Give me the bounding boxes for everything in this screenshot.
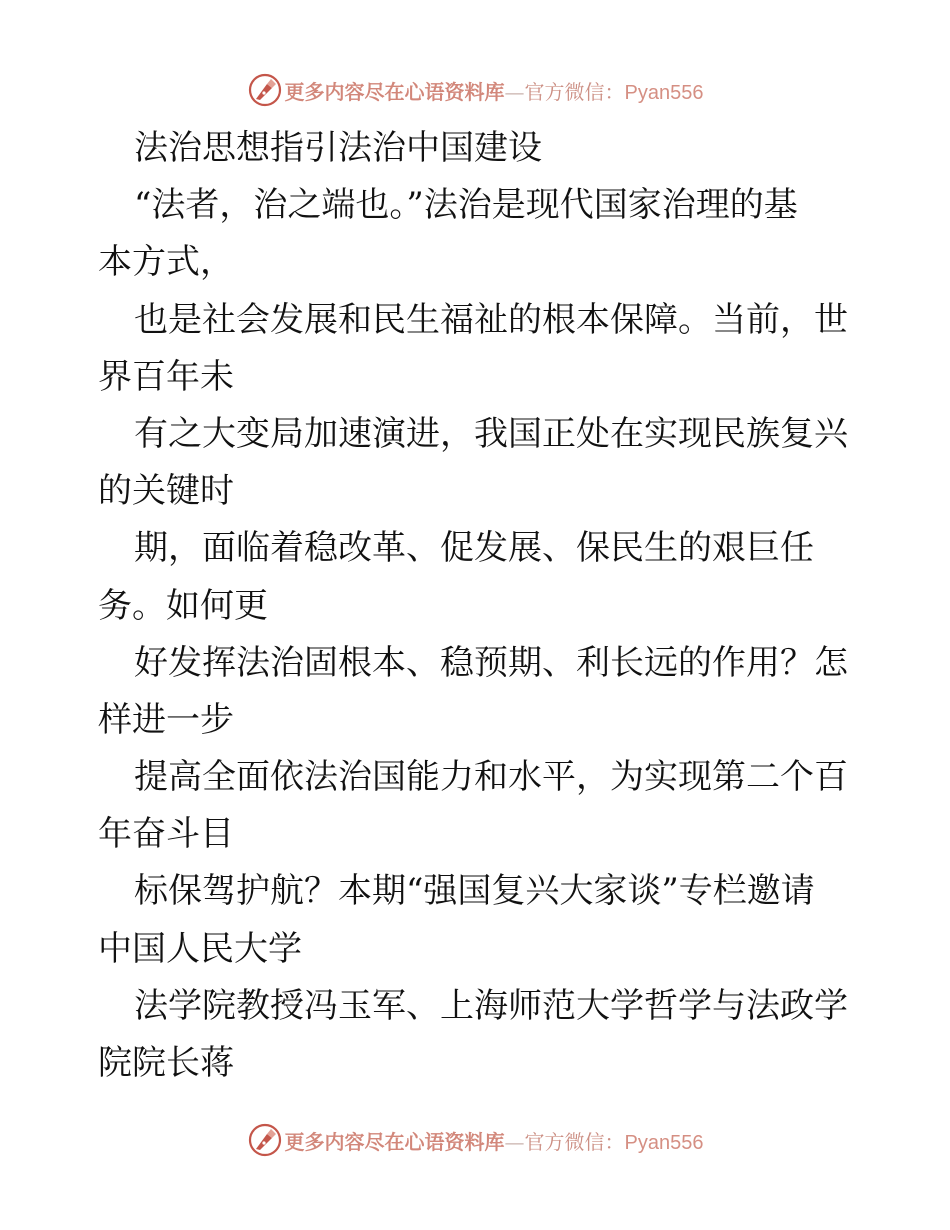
paragraph-line: 院院长蒋: [98, 1043, 234, 1083]
paragraph-line: “法者，治之端也。”法治是现代国家治理的基: [134, 185, 798, 226]
paragraph-line: 样进一步: [98, 699, 234, 740]
paragraph-line: 界百年未: [98, 356, 234, 397]
watermark-wechat-id: Pyan556: [624, 1131, 704, 1154]
paragraph-line: 提高全面依法治国能力和水平，为实现第二个百: [134, 757, 848, 798]
watermark-wechat-label: 官方微信：: [524, 1129, 625, 1154]
watermark-wechat-id: Pyan556: [624, 81, 704, 104]
header-watermark: [0, 70, 950, 110]
paragraph-line: 好发挥法治固根本、稳预期、利长远的作用？怎: [134, 642, 848, 683]
paragraph-line: 也是社会发展和民生福祉的根本保障。当前，世: [134, 299, 848, 340]
paragraph-line: 年奋斗目: [98, 814, 234, 855]
watermark-brand: 更多内容尽在心语资料库: [284, 1129, 505, 1154]
watermark-brand: 更多内容尽在心语资料库: [284, 79, 505, 104]
pen-nib-logo-icon: [247, 72, 283, 108]
watermark-wechat-label: 官方微信：: [524, 79, 625, 104]
footer-watermark: [0, 1120, 950, 1160]
paragraph-line: 标保驾护航？本期“强国复兴大家谈”专栏邀请: [134, 871, 815, 912]
watermark-text: [285, 76, 704, 105]
pen-nib-logo-icon: [247, 1122, 283, 1158]
watermark-dash: —: [504, 79, 525, 104]
document-title: 法治思想指引法治中国建设: [134, 128, 542, 168]
paragraph-line: 的关键时: [98, 471, 234, 512]
paragraph-line: 务。如何更: [98, 585, 268, 626]
watermark-text: [285, 1126, 704, 1155]
paragraph-line: 本方式，: [98, 242, 234, 283]
paragraph-line: 期，面临着稳改革、促发展、保民生的艰巨任: [134, 528, 814, 569]
watermark-dash: —: [504, 1129, 525, 1154]
paragraph-line: 有之大变局加速演进，我国正处在实现民族复兴: [134, 413, 848, 454]
paragraph-line: 中国人民大学: [98, 928, 302, 969]
document-body: [98, 120, 858, 1092]
paragraph-line: 法学院教授冯玉军、上海师范大学哲学与法政学: [134, 985, 848, 1026]
